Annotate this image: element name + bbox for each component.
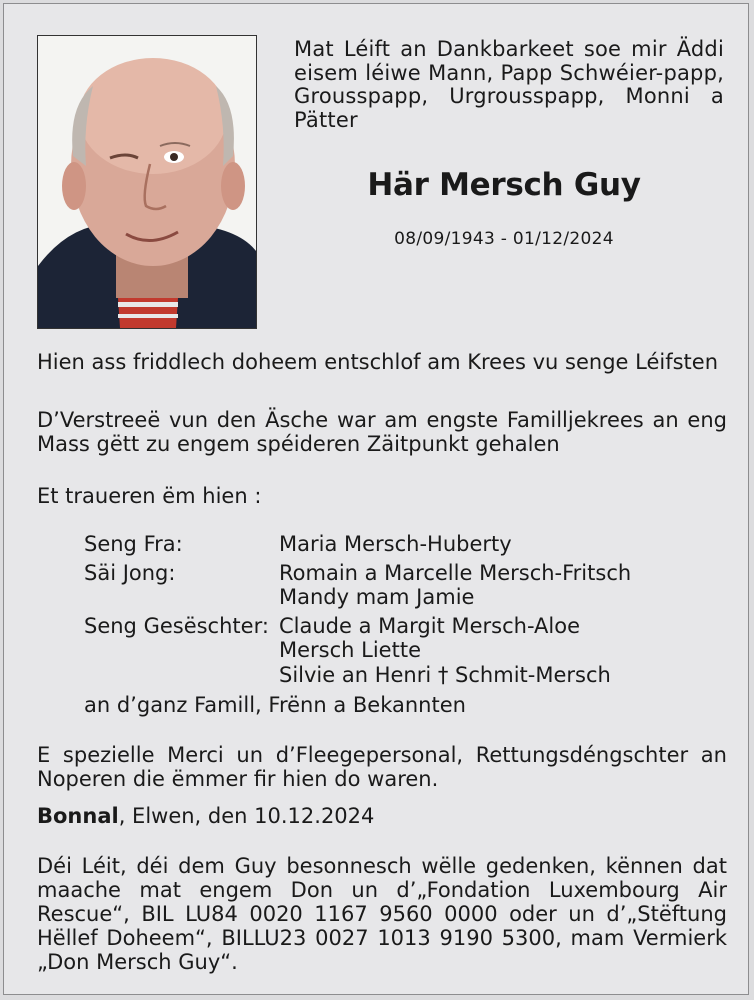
place-rest: , Elwen, den 10.12.2024 (118, 804, 375, 828)
mourner-relation: Säi Jong: (84, 560, 176, 585)
intro-text: Mat Léift an Dankbarkeet soe mir Äddi eisem léiwe Mann, Papp Schwéier-papp, Grousspapp, Urgrousspapp, Monni a Pätter (294, 37, 724, 132)
place-town: Bonnal (37, 804, 119, 828)
mourner-name: Mersch Liette (279, 638, 421, 662)
thanks-text: E spezielle Merci un d’Fleegepersonal, Rettungsdéngschter an Noperen die ëmmer fir hien do waren. (37, 743, 727, 791)
mourner-name: Mandy mam Jamie (279, 585, 475, 609)
mourner-name: Claude a Margit Mersch-Aloe (279, 613, 581, 638)
place-date (37, 804, 374, 828)
mourners-heading: Et traueren ëm hien : (37, 484, 262, 508)
mourner-name: Silvie an Henri † Schmit-Mersch (279, 662, 611, 687)
passing-text: Hien ass friddlech doheem entschlof am Krees vu senge Léifsten (37, 350, 719, 374)
closing-line: an d’ganz Famill, Frënn a Bekannten (84, 693, 466, 717)
mourners-list (84, 532, 631, 687)
obituary-card (3, 3, 749, 995)
deceased-name: Här Mersch Guy (367, 167, 641, 203)
ceremony-text: D’Verstreeë vun den Äsche war am engste Familljekrees an eng Mass gëtt zu engem spéideren Zäitpunkt gehalen (37, 408, 727, 456)
mourner-name: Maria Mersch-Huberty (279, 532, 512, 556)
life-dates: 08/09/1943 - 01/12/2024 (394, 229, 614, 249)
donation-text: Déi Léit, déi dem Guy besonnesch wëlle gedenken, kënnen dat maache mat engem Don un d’„Fondation Luxembourg Air Rescue“, BIL LU84 0020 1167 9560 0000 oder un d’„Stëftung Hëllef Doheem“, BILLU23 0027 1013 9190 5300, mam Vermierk „Don Mersch Guy“. (37, 854, 727, 974)
mourner-row (84, 561, 631, 610)
mourner-relation: Seng Gesëschter: (84, 613, 269, 638)
mourner-row (84, 614, 631, 688)
mourner-row (84, 532, 631, 557)
mourner-name: Romain a Marcelle Mersch-Fritsch (279, 560, 632, 585)
mourner-relation: Seng Fra: (84, 532, 183, 556)
portrait-photo (37, 35, 257, 329)
